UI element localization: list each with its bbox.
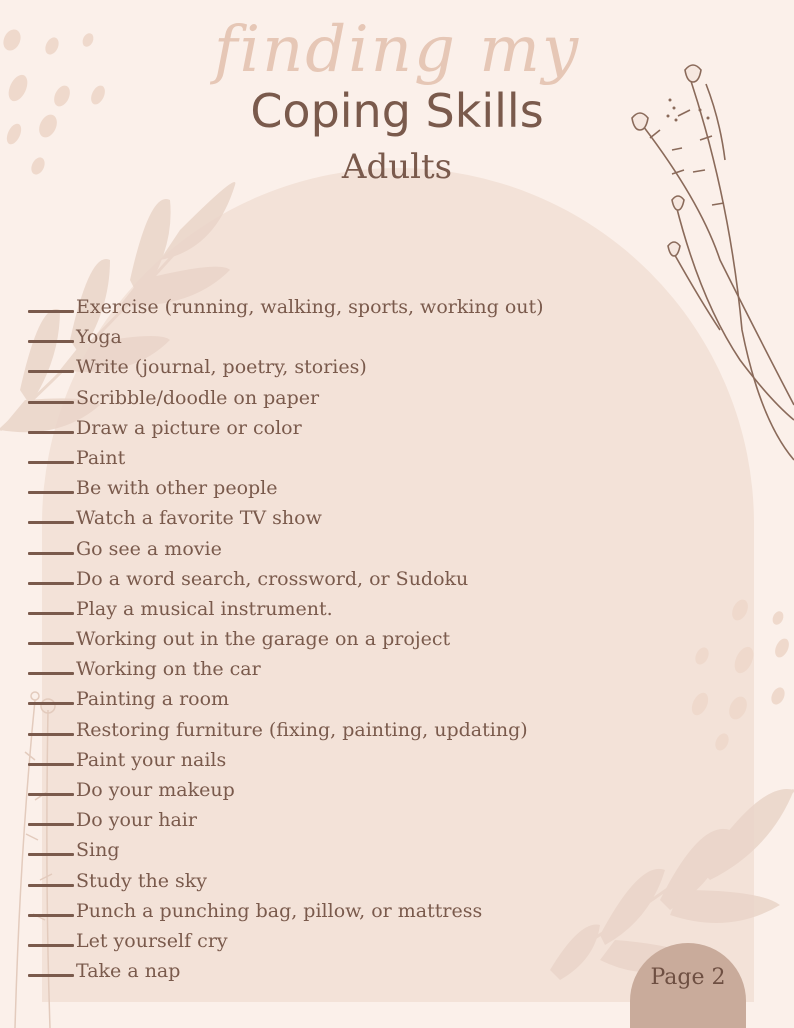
- page-title: Coping Skills: [250, 84, 544, 138]
- wildflower-stems-icon: [640, 78, 794, 460]
- list-item-label: Take a nap: [76, 960, 181, 983]
- check-blank[interactable]: [28, 884, 74, 887]
- check-blank[interactable]: [28, 823, 74, 826]
- list-item-label: Be with other people: [76, 477, 278, 500]
- check-blank[interactable]: [28, 702, 74, 705]
- check-blank[interactable]: [28, 612, 74, 615]
- check-blank[interactable]: [28, 733, 74, 736]
- list-item-label: Exercise (running, walking, sports, working out): [76, 296, 544, 318]
- wildflower-stems-icon: [15, 692, 55, 1028]
- list-item-label: Draw a picture or color: [76, 416, 302, 439]
- list-item-label: Watch a favorite TV show: [76, 507, 322, 530]
- list-item-label: Working out in the garage on a project: [76, 628, 451, 651]
- list-item-label: Play a musical instrument.: [76, 597, 333, 620]
- list-item-label: Sing: [76, 839, 120, 862]
- check-blank[interactable]: [28, 853, 74, 856]
- list-item-label: Let yourself cry: [76, 929, 228, 952]
- check-blank[interactable]: [28, 491, 74, 494]
- dots-decoration-icon: [689, 597, 792, 753]
- check-blank[interactable]: [28, 642, 74, 645]
- page-subtitle: Adults: [341, 147, 453, 187]
- check-blank[interactable]: [28, 552, 74, 555]
- list-item-label: Do your hair: [76, 809, 197, 832]
- check-blank[interactable]: [28, 340, 74, 343]
- list-item-label: Scribble/doodle on paper: [76, 386, 320, 409]
- list-item-label: Working on the car: [76, 658, 261, 681]
- list-item-label: Yoga: [76, 326, 122, 349]
- list-item-label: Paint your nails: [76, 748, 227, 771]
- check-blank[interactable]: [28, 310, 74, 313]
- list-item-label: Restoring furniture (fixing, painting, updating): [76, 718, 528, 741]
- check-blank[interactable]: [28, 944, 74, 947]
- list-item-label: Write (journal, poetry, stories): [76, 356, 367, 379]
- list-item-label: Go see a movie: [76, 537, 222, 560]
- list-item-label: Do your makeup: [76, 779, 235, 801]
- check-blank[interactable]: [28, 461, 74, 464]
- check-blank[interactable]: [28, 793, 74, 796]
- check-blank[interactable]: [28, 763, 74, 766]
- list-item-label: Paint: [76, 446, 126, 469]
- check-blank[interactable]: [28, 431, 74, 434]
- check-blank[interactable]: [28, 401, 74, 404]
- list-item-label: Punch a punching bag, pillow, or mattress: [76, 899, 483, 922]
- check-blank[interactable]: [28, 672, 74, 675]
- check-blank[interactable]: [28, 582, 74, 585]
- check-blank[interactable]: [28, 370, 74, 373]
- script-title: finding my: [213, 13, 581, 87]
- page-number: Page 2: [650, 965, 726, 990]
- check-blank[interactable]: [28, 914, 74, 917]
- list-item-label: Painting a room: [76, 688, 230, 711]
- check-blank[interactable]: [28, 974, 74, 977]
- list-item-label: Study the sky: [76, 869, 207, 892]
- check-blank[interactable]: [28, 521, 74, 524]
- list-item-label: Do a word search, crossword, or Sudoku: [76, 567, 469, 590]
